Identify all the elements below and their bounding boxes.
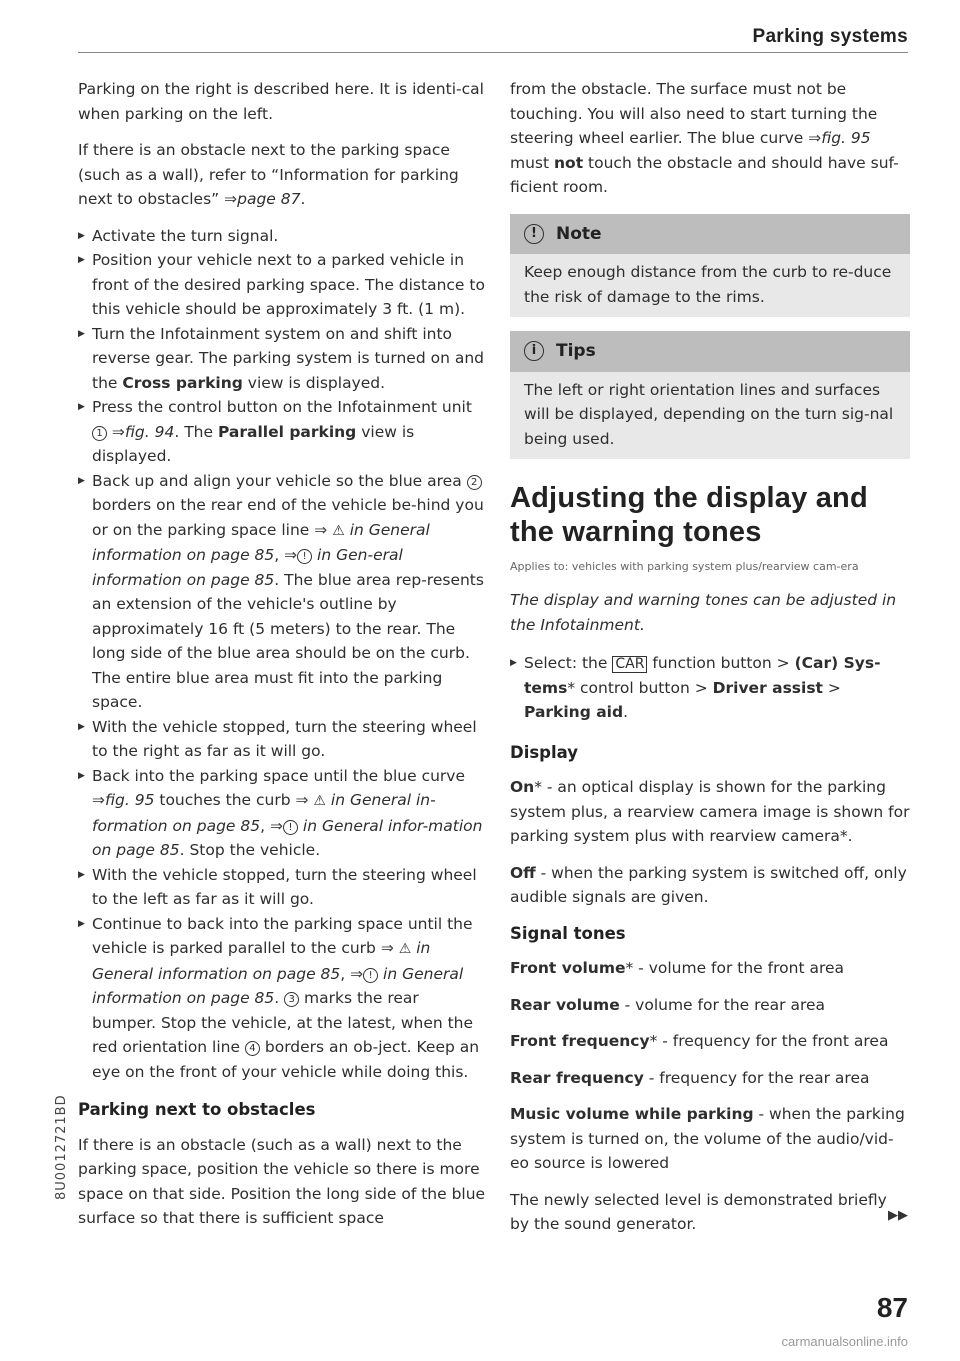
arrow-icon: ⇒ [92, 791, 105, 809]
list-item: ▶ With the vehicle stopped, turn the steering wheel to the right as far as it will go. [78, 715, 486, 764]
caution-icon: ! [524, 224, 544, 244]
figure-reference-link[interactable]: fig. 94 [124, 422, 175, 441]
reference-link[interactable]: in General infor-mation on page 85 [92, 816, 483, 859]
arrow-icon: ⇒ [295, 791, 309, 809]
arrow-icon: ⇒ [314, 520, 328, 539]
right-column [510, 77, 910, 1237]
list-item: ▶ Activate the turn signal. [78, 224, 486, 249]
continue-arrow-icon: ▶▶ [888, 1208, 908, 1223]
list-item: ▶ Position your vehicle next to a parked vehicle in front of the desired parking space. The distance to this vehicle should be approximately 3 ft. (1 m). [78, 248, 486, 322]
document-code: 8U0012721BD [54, 1094, 69, 1200]
header-rule [78, 52, 908, 53]
arrow-icon: ⇒ [350, 964, 364, 983]
obstacles-heading: Parking next to obstacles [78, 1100, 316, 1119]
figure-reference-link[interactable]: fig. 95 [821, 129, 871, 147]
arrow-icon: ⇒ [107, 422, 125, 441]
arrow-icon: ⇒ [808, 129, 822, 147]
arrow-icon: ⇒ [224, 190, 238, 208]
section-title: Adjusting the display and the warning tones [510, 482, 868, 548]
left-column [78, 77, 486, 1231]
display-off-text: Off - when the parking system is switched off, only audible signals are given. [510, 863, 907, 906]
display-heading: Display [510, 742, 579, 762]
obstacles-paragraph: If there is an obstacle (such as a wall) next to the parking space, position the vehicle so there is more space on that side. Position the long side of the blue surface so that there is sufficient space [78, 1135, 486, 1227]
note-box [510, 214, 910, 318]
warning-triangle-icon: ⚠ [313, 793, 326, 809]
note-header [510, 214, 910, 255]
info-icon: i [524, 341, 544, 361]
list-item: ▶ Continue to back into the parking space until the vehicle is parked parallel to the curb ⇒ ⚠ in General information on page 85, ⇒ ! in General information on page 85. 3 marks the rear bumper. Stop the vehicle, at the latest, when the red orientation line 4 borders an ob-ject. Keep an eye on the front of your vehicle while doing this. [78, 912, 486, 1085]
list-item: ▶ Press the control button on the Infotainment unit 1 ⇒fig. 94. The Parallel parking view is displayed. [78, 395, 486, 469]
callout-4-icon: 4 [245, 1041, 260, 1056]
display-on-text: On* - an optical display is shown for the parking system plus, a rearview camera image is shown for parking system plus with rearview camera*. [510, 778, 910, 845]
page-number: 87 [876, 1292, 908, 1323]
arrow-icon: ⇒ [269, 816, 283, 835]
signal-tones-heading: Signal tones [510, 923, 626, 943]
reference-link[interactable]: in Gen-eral information on page 85 [92, 546, 403, 589]
note-text: Keep enough distance from the curb to re-duce the risk of damage to the rims. [524, 263, 892, 306]
tips-header [510, 331, 910, 372]
note-title: Note [556, 223, 602, 244]
demo-text: The newly selected level is demonstrated briefly by the sound generator. [510, 1190, 887, 1233]
reference-link[interactable]: in General information on page 85 [92, 964, 464, 1007]
caution-icon: ! [363, 968, 378, 983]
page-header-title: Parking systems [752, 26, 908, 47]
obstacle-reference-paragraph: If there is an obstacle next to the parking space (such as a wall), refer to “Information for parking next to obstacles” ⇒page 87. [78, 141, 459, 208]
list-item: ▶ Turn the Infotainment system on and shift into reverse gear. The parking system is turned on and the Cross parking view is displayed. [78, 322, 486, 396]
list-item: ▶ Back up and align your vehicle so the blue area 2 borders on the rear end of the vehicle be-hind you or on the parking space line ⇒ ⚠ in General information on page 85, ⇒ ! in Gen-eral information on page 85. The blue area rep-resents an extension of the vehicle's outline by approximately 16 ft (5 meters) to the rear. The long side of the blue area should be on the curb. The entire blue area must fit into the parking space. [78, 469, 486, 715]
caution-icon: ! [283, 820, 298, 835]
warning-triangle-icon: ⚠ [398, 941, 412, 957]
arrow-icon: ⇒ [284, 546, 298, 564]
page-reference-link[interactable]: page 87 [237, 190, 301, 208]
car-key-label: CAR [612, 656, 647, 673]
list-item: ▶ Select: the CAR function button > (Car) Sys-tems* control button > Driver assist > Parking aid. [510, 651, 910, 725]
figure-reference-link[interactable]: fig. 95 [105, 791, 155, 809]
list-item: ▶ With the vehicle stopped, turn the steering wheel to the left as far as it will go. [78, 863, 486, 912]
section-intro: The display and warning tones can be adjusted in the Infotainment. [510, 591, 897, 634]
music-volume-text: Music volume while parking - when the parking system is turned on, the volume of the audio/vid-eo source is lowered [510, 1105, 905, 1172]
caution-icon: ! [297, 549, 312, 564]
list-item: ▶ Back into the parking space until the blue curve ⇒fig. 95 touches the curb ⇒ ⚠ in General in-formation on page 85, ⇒ ! in General infor-mation on page 85. Stop the vehicle. [78, 764, 486, 863]
callout-3-icon: 3 [284, 992, 299, 1007]
tips-box [510, 331, 910, 459]
callout-2-icon: 2 [467, 475, 482, 490]
reference-link[interactable]: in General information on page 85 [92, 520, 430, 564]
reference-link[interactable]: in General information on page 85 [92, 939, 431, 983]
front-frequency-text: Front frequency* - frequency for the front area [510, 1032, 889, 1050]
rear-volume-text: Rear volume - volume for the rear area [510, 995, 826, 1014]
applies-to-note: Applies to: vehicles with parking system plus/rearview cam-era [510, 560, 859, 573]
tips-title: Tips [556, 341, 596, 361]
reference-link[interactable]: in General in-formation on page 85 [92, 791, 436, 835]
watermark: carmanualsonline.info [781, 1334, 908, 1349]
arrow-icon: ⇒ [380, 939, 394, 957]
tips-text: The left or right orientation lines and surfaces will be displayed, depending on the turn sig-nal being used. [524, 380, 894, 448]
front-volume-text: Front volume* - volume for the front area [510, 959, 845, 977]
rear-frequency-text: Rear frequency - frequency for the rear area [510, 1068, 870, 1087]
callout-1-icon: 1 [92, 426, 107, 441]
intro-paragraph: Parking on the right is described here. It is identi-cal when parking on the left. [78, 80, 484, 123]
steps-list [78, 224, 486, 1085]
continued-paragraph: from the obstacle. The surface must not be touching. You will also need to start turning the steering wheel earlier. The blue curve ⇒fig. 95 must not touch the obstacle and should have suf-ficient room. [510, 80, 899, 196]
warning-triangle-icon: ⚠ [332, 522, 345, 539]
select-path-list [510, 651, 910, 725]
